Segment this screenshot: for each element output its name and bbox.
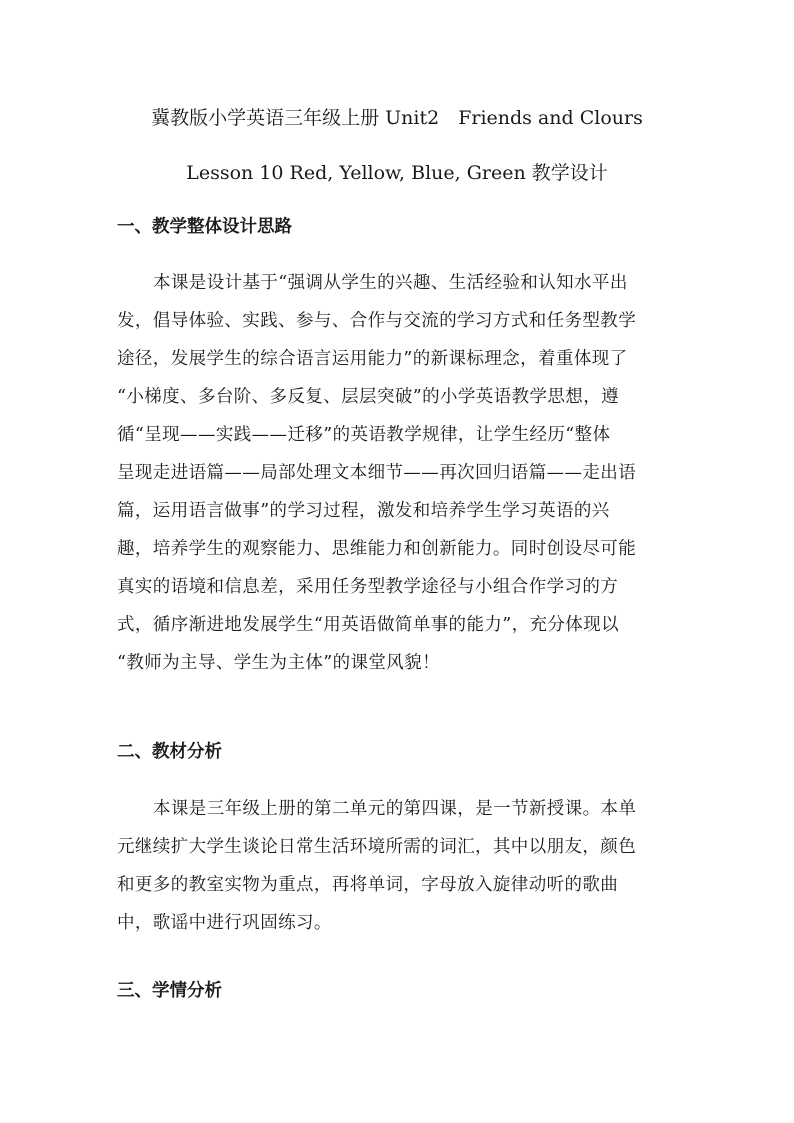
section-body-material-analysis xyxy=(117,790,677,942)
section-body-design-approach xyxy=(117,264,677,682)
paragraph-line: 循“呈现——实践——迁移”的英语教学规律，让学生经历“整体 xyxy=(117,425,611,445)
document-title-line-2: Lesson 10 Red, Yellow, Blue, Green 教学设计 xyxy=(186,162,608,184)
paragraph-line: 途径，发展学生的综合语言运用能力”的新课标理念，着重体现了 xyxy=(117,349,628,369)
paragraph-line: 发，倡导体验、实践、参与、合作与交流的学习方式和任务型教学 xyxy=(117,311,637,331)
paragraph-line: 呈现走进语篇——局部处理文本细节——再次回归语篇——走出语 xyxy=(117,463,637,483)
paragraph-line: “教师为主导、学生为主体”的课堂风貌！ xyxy=(117,653,440,673)
paragraph-line: 元继续扩大学生谈论日常生活环境所需的词汇，其中以朋友，颜色 xyxy=(117,837,637,857)
paragraph-line: 式，循序渐进地发展学生“用英语做简单事的能力”，充分体现以 xyxy=(117,615,619,635)
paragraph-line: 篇，运用语言做事”的学习过程，激发和培养学生学习英语的兴 xyxy=(117,501,610,521)
section-heading-material-analysis: 二、教材分析 xyxy=(117,742,222,762)
paragraph-line: 本课是设计基于“强调从学生的兴趣、生活经验和认知水平出 xyxy=(153,273,628,293)
section-heading-student-analysis: 三、学情分析 xyxy=(117,981,222,1001)
paragraph-line: 本课是三年级上册的第二单元的第四课，是一节新授课。本单 xyxy=(153,799,637,819)
paragraph-line: 中，歌谣中进行巩固练习。 xyxy=(117,913,332,933)
paragraph-line: 趣，培养学生的观察能力、思维能力和创新能力。同时创设尽可能 xyxy=(117,539,637,559)
section-heading-design-approach: 一、教学整体设计思路 xyxy=(117,217,292,237)
paragraph-line: 和更多的教室实物为重点，再将单词，字母放入旋律动听的歌曲 xyxy=(117,875,619,895)
paragraph-line: “小梯度、多台阶、多反复、层层突破”的小学英语教学思想，遵 xyxy=(117,387,619,407)
paragraph-line: 真实的语境和信息差，采用任务型教学途径与小组合作学习的方 xyxy=(117,577,619,597)
document-title-line-1: 冀教版小学英语三年级上册 Unit2 Friends and Clours xyxy=(151,107,643,129)
